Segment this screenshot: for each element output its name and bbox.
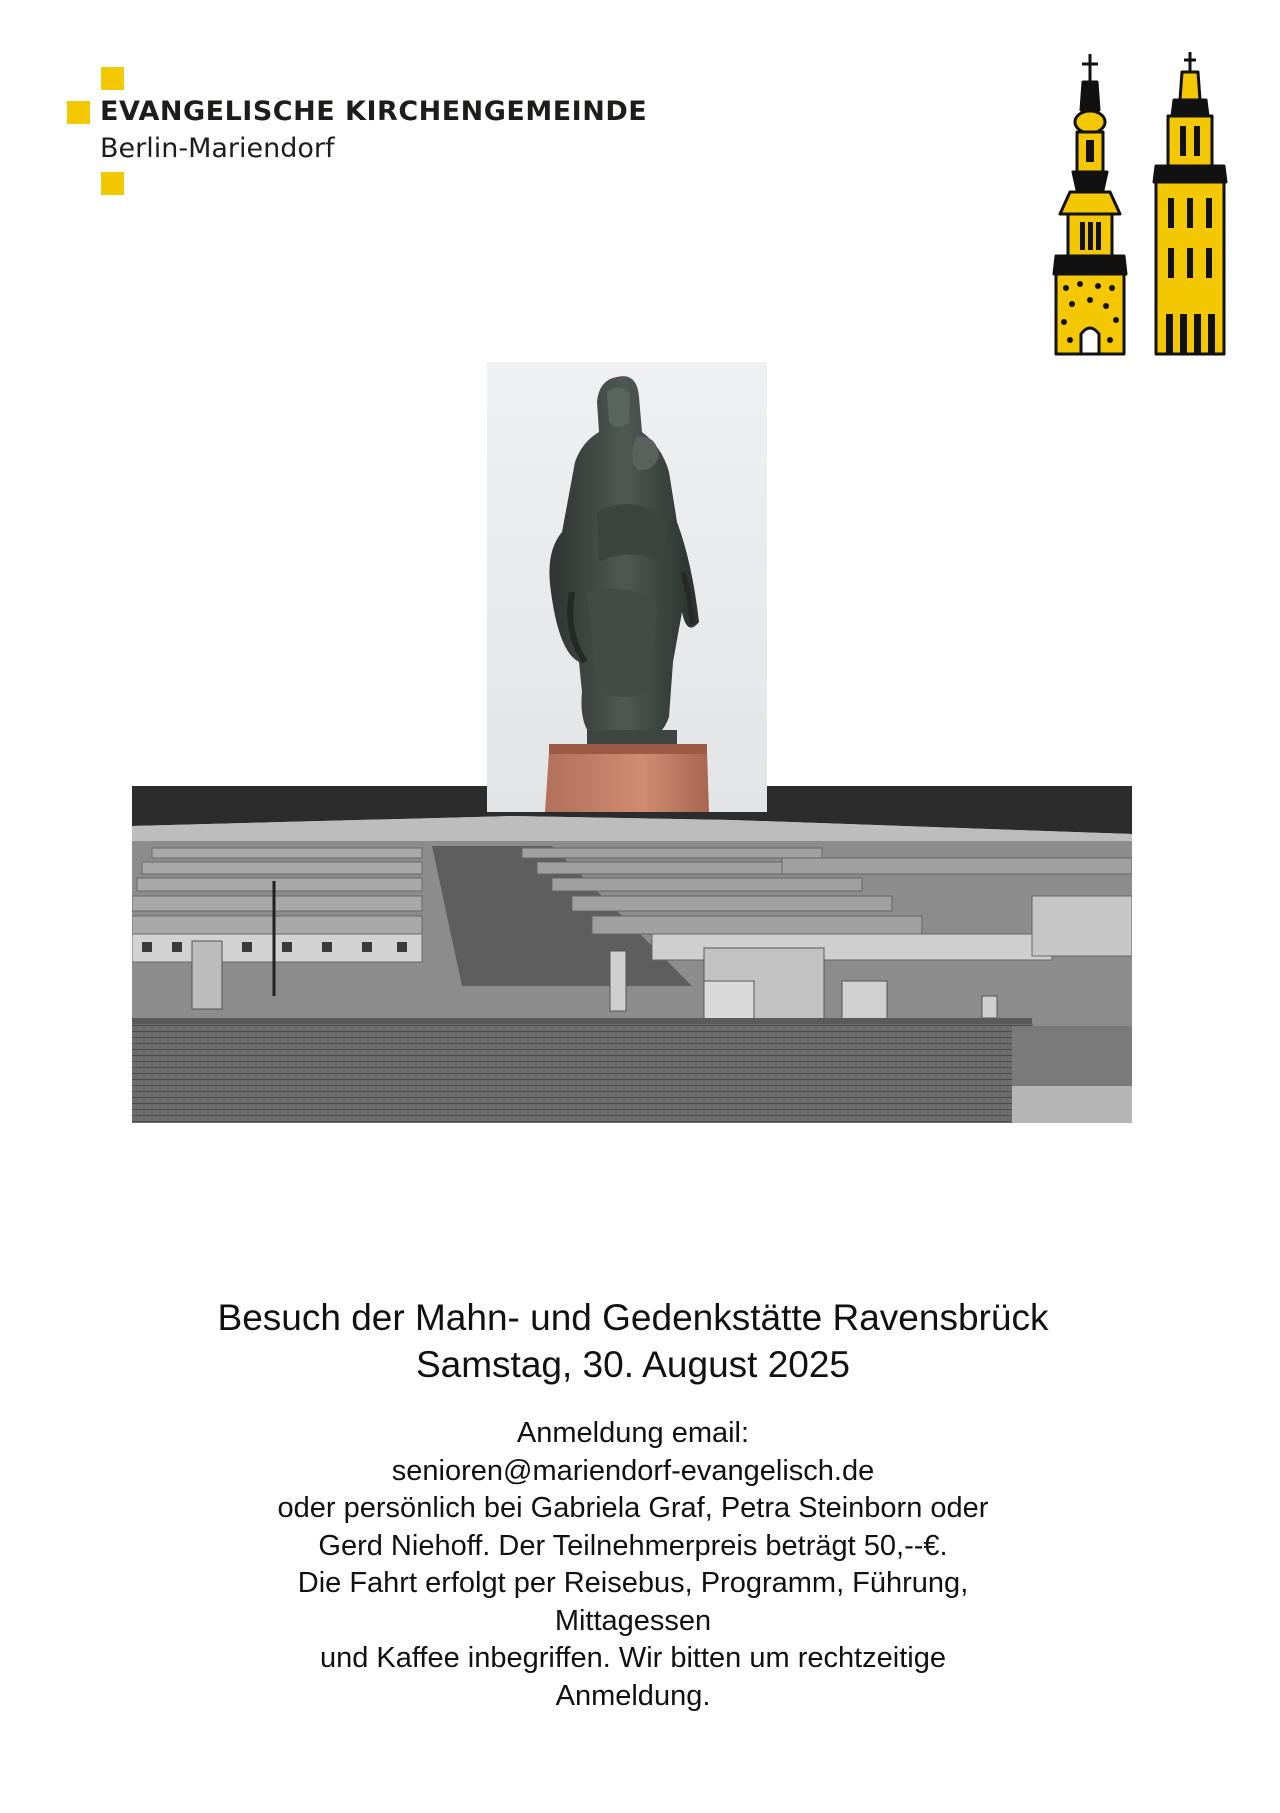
event-title: Besuch der Mahn- und Gedenkstätte Ravensbrück bbox=[217, 1297, 1049, 1338]
info-line: Mittagessen bbox=[554, 1604, 712, 1637]
info-line: Gerd Niehoff. Der Teilnehmerpreis beträgt 50,--€. bbox=[318, 1529, 948, 1562]
info-line: Anmeldung. bbox=[555, 1679, 711, 1712]
ravensbrueck-camp-photo bbox=[132, 786, 1132, 1123]
logo-square-bottom bbox=[101, 172, 124, 195]
registration-info bbox=[0, 1415, 1266, 1715]
contact-email: senioren@mariendorf-evangelisch.de bbox=[391, 1454, 875, 1487]
logo-square-left bbox=[67, 101, 90, 124]
org-location: Berlin-Mariendorf bbox=[100, 133, 335, 164]
ravensbrueck-statue-photo bbox=[487, 362, 767, 812]
church-towers-icon bbox=[1050, 52, 1230, 357]
info-line: oder persönlich bei Gabriela Graf, Petra Steinborn oder bbox=[277, 1492, 989, 1524]
logo-square-top bbox=[101, 67, 124, 90]
info-line: Die Fahrt erfolgt per Reisebus, Programm, Führung, bbox=[297, 1567, 969, 1599]
info-line: Anmeldung email: bbox=[516, 1417, 750, 1449]
info-line: und Kaffee inbegriffen. Wir bitten um rechtzeitige bbox=[319, 1642, 946, 1674]
org-name: EVANGELISCHE KIRCHENGEMEINDE bbox=[100, 96, 648, 127]
event-date: Samstag, 30. August 2025 bbox=[415, 1344, 851, 1385]
